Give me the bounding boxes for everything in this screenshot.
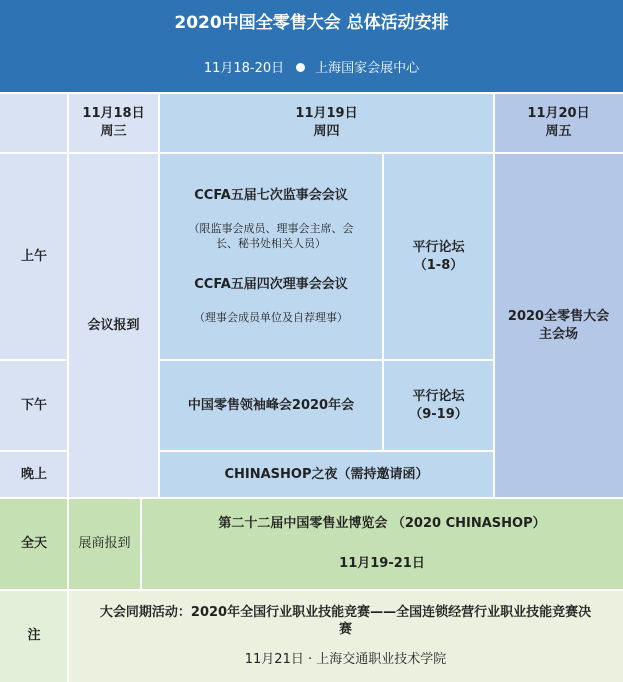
- day-date: 11月19日: [295, 106, 358, 122]
- exhibitor-registration-cell: 展商报到: [68, 498, 141, 590]
- header-bar: [0, 0, 623, 93]
- supervisory-meeting-title: CCFA五届七次监事会会议: [194, 187, 348, 203]
- parallel-forum-am-cell: [383, 153, 494, 360]
- period-allday: 全天: [0, 498, 68, 590]
- day-date: 11月20日: [527, 106, 590, 122]
- main-venue-cell: [494, 153, 623, 498]
- night-event-cell: CHINASHOP之夜（需持邀请函）: [159, 451, 494, 498]
- forum-title: 平行论坛: [412, 239, 465, 255]
- forum-title: 平行论坛: [412, 388, 465, 404]
- forum-range: （9-19）: [409, 406, 468, 422]
- period-afternoon: 下午: [0, 360, 68, 451]
- registration-cell: 会议报到: [68, 153, 159, 498]
- page-title: 2020中国全零售大会 总体活动安排: [174, 13, 449, 33]
- day-header-19: [159, 93, 494, 153]
- parallel-forum-pm-cell: [383, 360, 494, 451]
- supervisory-note: 长、秘书处相关人员）: [216, 237, 326, 251]
- period-evening: 晚上: [0, 451, 68, 498]
- main-venue-sub: 主会场: [538, 326, 578, 342]
- note-line: 大会同期活动：2020年全国行业职业技能竞赛——全国连锁经营行业职业技能竞赛决: [99, 604, 592, 620]
- day-weekday: 周四: [313, 124, 340, 139]
- day-weekday: 周三: [100, 124, 127, 139]
- day-header-20: [494, 93, 623, 153]
- council-meeting-title: CCFA五届四次理事会会议: [194, 276, 348, 292]
- note-date-venue: 11月21日 · 上海交通职业技术学院: [244, 651, 447, 667]
- forum-range: （1-8）: [413, 257, 464, 273]
- period-note: 注: [0, 590, 68, 682]
- expo-dates: 11月19-21日: [339, 556, 425, 571]
- summit-cell: 中国零售领袖峰会2020年会: [159, 360, 383, 451]
- morning-meetings-cell: [159, 153, 383, 360]
- period-morning: 上午: [0, 153, 68, 360]
- supervisory-note: （限监事会成员、理事会主席、会: [188, 222, 354, 236]
- venue: 上海国家会展中心: [315, 61, 420, 76]
- day-header-18: [68, 93, 159, 153]
- note-cell: [68, 590, 623, 682]
- date-range: 11月18-20日: [203, 61, 285, 76]
- bullet-icon: [296, 63, 305, 72]
- date-venue-line: [0, 60, 623, 78]
- expo-title: 第二十二届中国零售业博览会 （2020 CHINASHOP）: [218, 516, 546, 532]
- council-note: （理事会成员单位及自荐理事）: [194, 311, 348, 325]
- day-weekday: 周五: [545, 124, 572, 139]
- corner-cell: [0, 93, 68, 153]
- main-venue-title: 2020全零售大会: [507, 308, 610, 324]
- expo-cell: [141, 498, 623, 590]
- day-date: 11月18日: [82, 106, 145, 122]
- note-line: 赛: [338, 622, 352, 638]
